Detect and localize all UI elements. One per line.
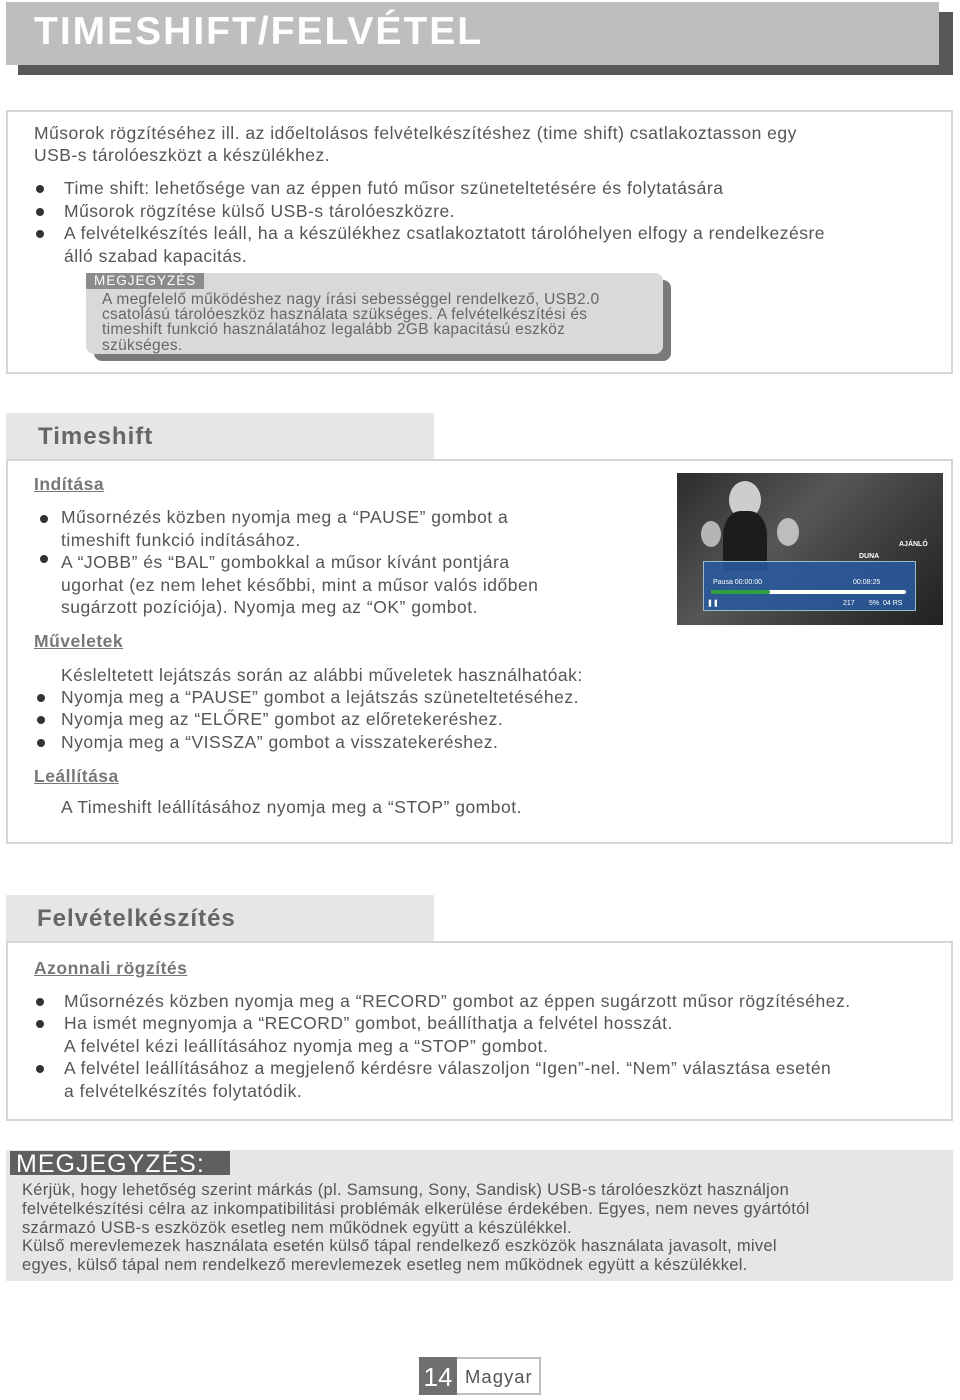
recording-title: Felvételkészítés (37, 905, 236, 932)
intro-bullet-cont: álló szabad kapacitás. (64, 246, 248, 266)
bottom-note-line: Kérjük, hogy lehetőség szerint márkás (pl. Samsung, Sony, Sandisk) USB-s tárolóeszközt használjon (22, 1181, 790, 1199)
start-line: ugorhat (ez nem lehet későbbi, mint a műsor valós időben (61, 575, 539, 595)
tv-screenshot (677, 473, 943, 625)
bottom-note-line: Külső merevlemezek használata esetén külső tápal rendelkező eszközök használata javasolt, mivel (22, 1237, 777, 1255)
tv-status: Pausa 00:00:00 (713, 579, 763, 586)
tv-logo: AJÁNLÓ (899, 541, 928, 548)
intro-bullet: A felvételkészítés leáll, ha a készülékhez csatlakoztatott tárolóhelyen elfogy a rendelkezésre (64, 223, 826, 243)
recording-line: A felvétel leállításához a megjelenő kérdésre válaszoljon “Igen”-nel. “Nem” választása esetén (64, 1058, 832, 1078)
bottom-note-title: MEGJEGYZÉS: (10, 1151, 230, 1175)
note-label: MEGJEGYZÉS (86, 273, 204, 289)
bullet-icon (37, 716, 45, 724)
note-line: timeshift funkció használatához legalább 2GB kapacitású eszköz (102, 321, 566, 338)
intro-bullet: Time shift: lehetősége van az éppen futó műsor szüneteltetésére és folytatására (64, 178, 724, 198)
bullet-icon (36, 1020, 44, 1028)
recording-line: Műsornézés közben nyomja meg a “RECORD” gombot az éppen sugárzott műsor rögzítéséhez. (64, 991, 851, 1011)
instant-heading: Azonnali rögzítés (34, 958, 188, 978)
start-line: sugárzott pozíciója). Nyomja meg az “OK” gombot. (61, 597, 478, 617)
intro-line: USB-s tárolóeszközt a készülékhez. (34, 145, 331, 165)
face-shape (701, 521, 721, 547)
ops-line: Nyomja meg az “ELŐRE” gombot az előretekeréshez. (61, 709, 504, 729)
face-shape (777, 518, 799, 546)
bottom-note-line: felvételkészítési célra az inkompatibilitási problémák elkerülése érdekében. Egyes, nem neves gyártótól (22, 1200, 810, 1218)
bullet-icon (36, 208, 44, 216)
tv-progress-fill (711, 590, 770, 594)
start-line: timeshift funkció indításához. (61, 530, 301, 550)
page-language: Magyar (465, 1366, 533, 1387)
tv-time: 00:08:25 (853, 579, 881, 586)
tv-value: 04 RS (883, 600, 903, 607)
pause-icon: ❚❚ (707, 600, 719, 607)
ops-intro: Késleltetett lejátszás során az alábbi műveletek használhatóak: (61, 665, 583, 685)
bullet-icon (36, 1065, 44, 1073)
bullet-icon (36, 230, 44, 238)
note-line: csatolású tárolóeszköz használata szükséges. A felvételkészítési és (102, 306, 588, 323)
bottom-note-line: egyes, külső tápal nem rendelkező merevlemezek esetleg nem működnek együtt a készülékkel. (22, 1256, 748, 1274)
ops-heading: Műveletek (34, 631, 124, 651)
page-number: 14 (419, 1357, 457, 1395)
bullet-icon (40, 555, 48, 563)
ops-line: Nyomja meg a “PAUSE” gombot a lejátszás szüneteltetéséhez. (61, 687, 579, 707)
start-line: A “JOBB” és “BAL” gombokkal a műsor kívánt pontjára (61, 552, 510, 572)
recording-line: a felvételkészítés folytatódik. (64, 1081, 303, 1101)
ops-line: Nyomja meg a “VISSZA” gombot a visszatekeréshez. (61, 732, 499, 752)
bullet-icon (37, 694, 45, 702)
stop-heading: Leállítása (34, 766, 119, 786)
start-heading: Indítása (34, 474, 105, 494)
note-line: szükséges. (102, 337, 183, 354)
recording-line: Ha ismét megnyomja a “RECORD” gombot, beállíthatja a felvétel hosszát. (64, 1013, 673, 1033)
bottom-note-line: származó USB-s eszközök esetleg nem működnek együtt a készülékkel. (22, 1219, 572, 1237)
recording-line: A felvétel kézi leállításához nyomja meg a “STOP” gombot. (64, 1036, 549, 1056)
intro-line: Műsorok rögzítéséhez ill. az időeltolásos felvételkészítéshez (time shift) csatlakoztasson egy (34, 123, 797, 143)
bullet-icon (36, 998, 44, 1006)
note-line: A megfelelő működéshez nagy írási sebességgel rendelkező, USB2.0 (102, 291, 600, 308)
timeshift-title: Timeshift (38, 423, 154, 450)
bullet-icon (40, 515, 48, 523)
start-line: Műsornézés közben nyomja meg a “PAUSE” gombot a (61, 507, 509, 527)
bullet-icon (36, 185, 44, 193)
tv-value: 5% (869, 600, 880, 607)
tv-channel: DUNA (859, 553, 880, 560)
tv-value: 217 (843, 600, 855, 607)
tv-progress (711, 590, 906, 594)
intro-bullet: Műsorok rögzítése külső USB-s tárolóeszközre. (64, 201, 456, 221)
page-title: TIMESHIFT/FELVÉTEL (34, 10, 484, 53)
bullet-icon (37, 739, 45, 747)
stop-line: A Timeshift leállításához nyomja meg a “STOP” gombot. (61, 797, 522, 817)
